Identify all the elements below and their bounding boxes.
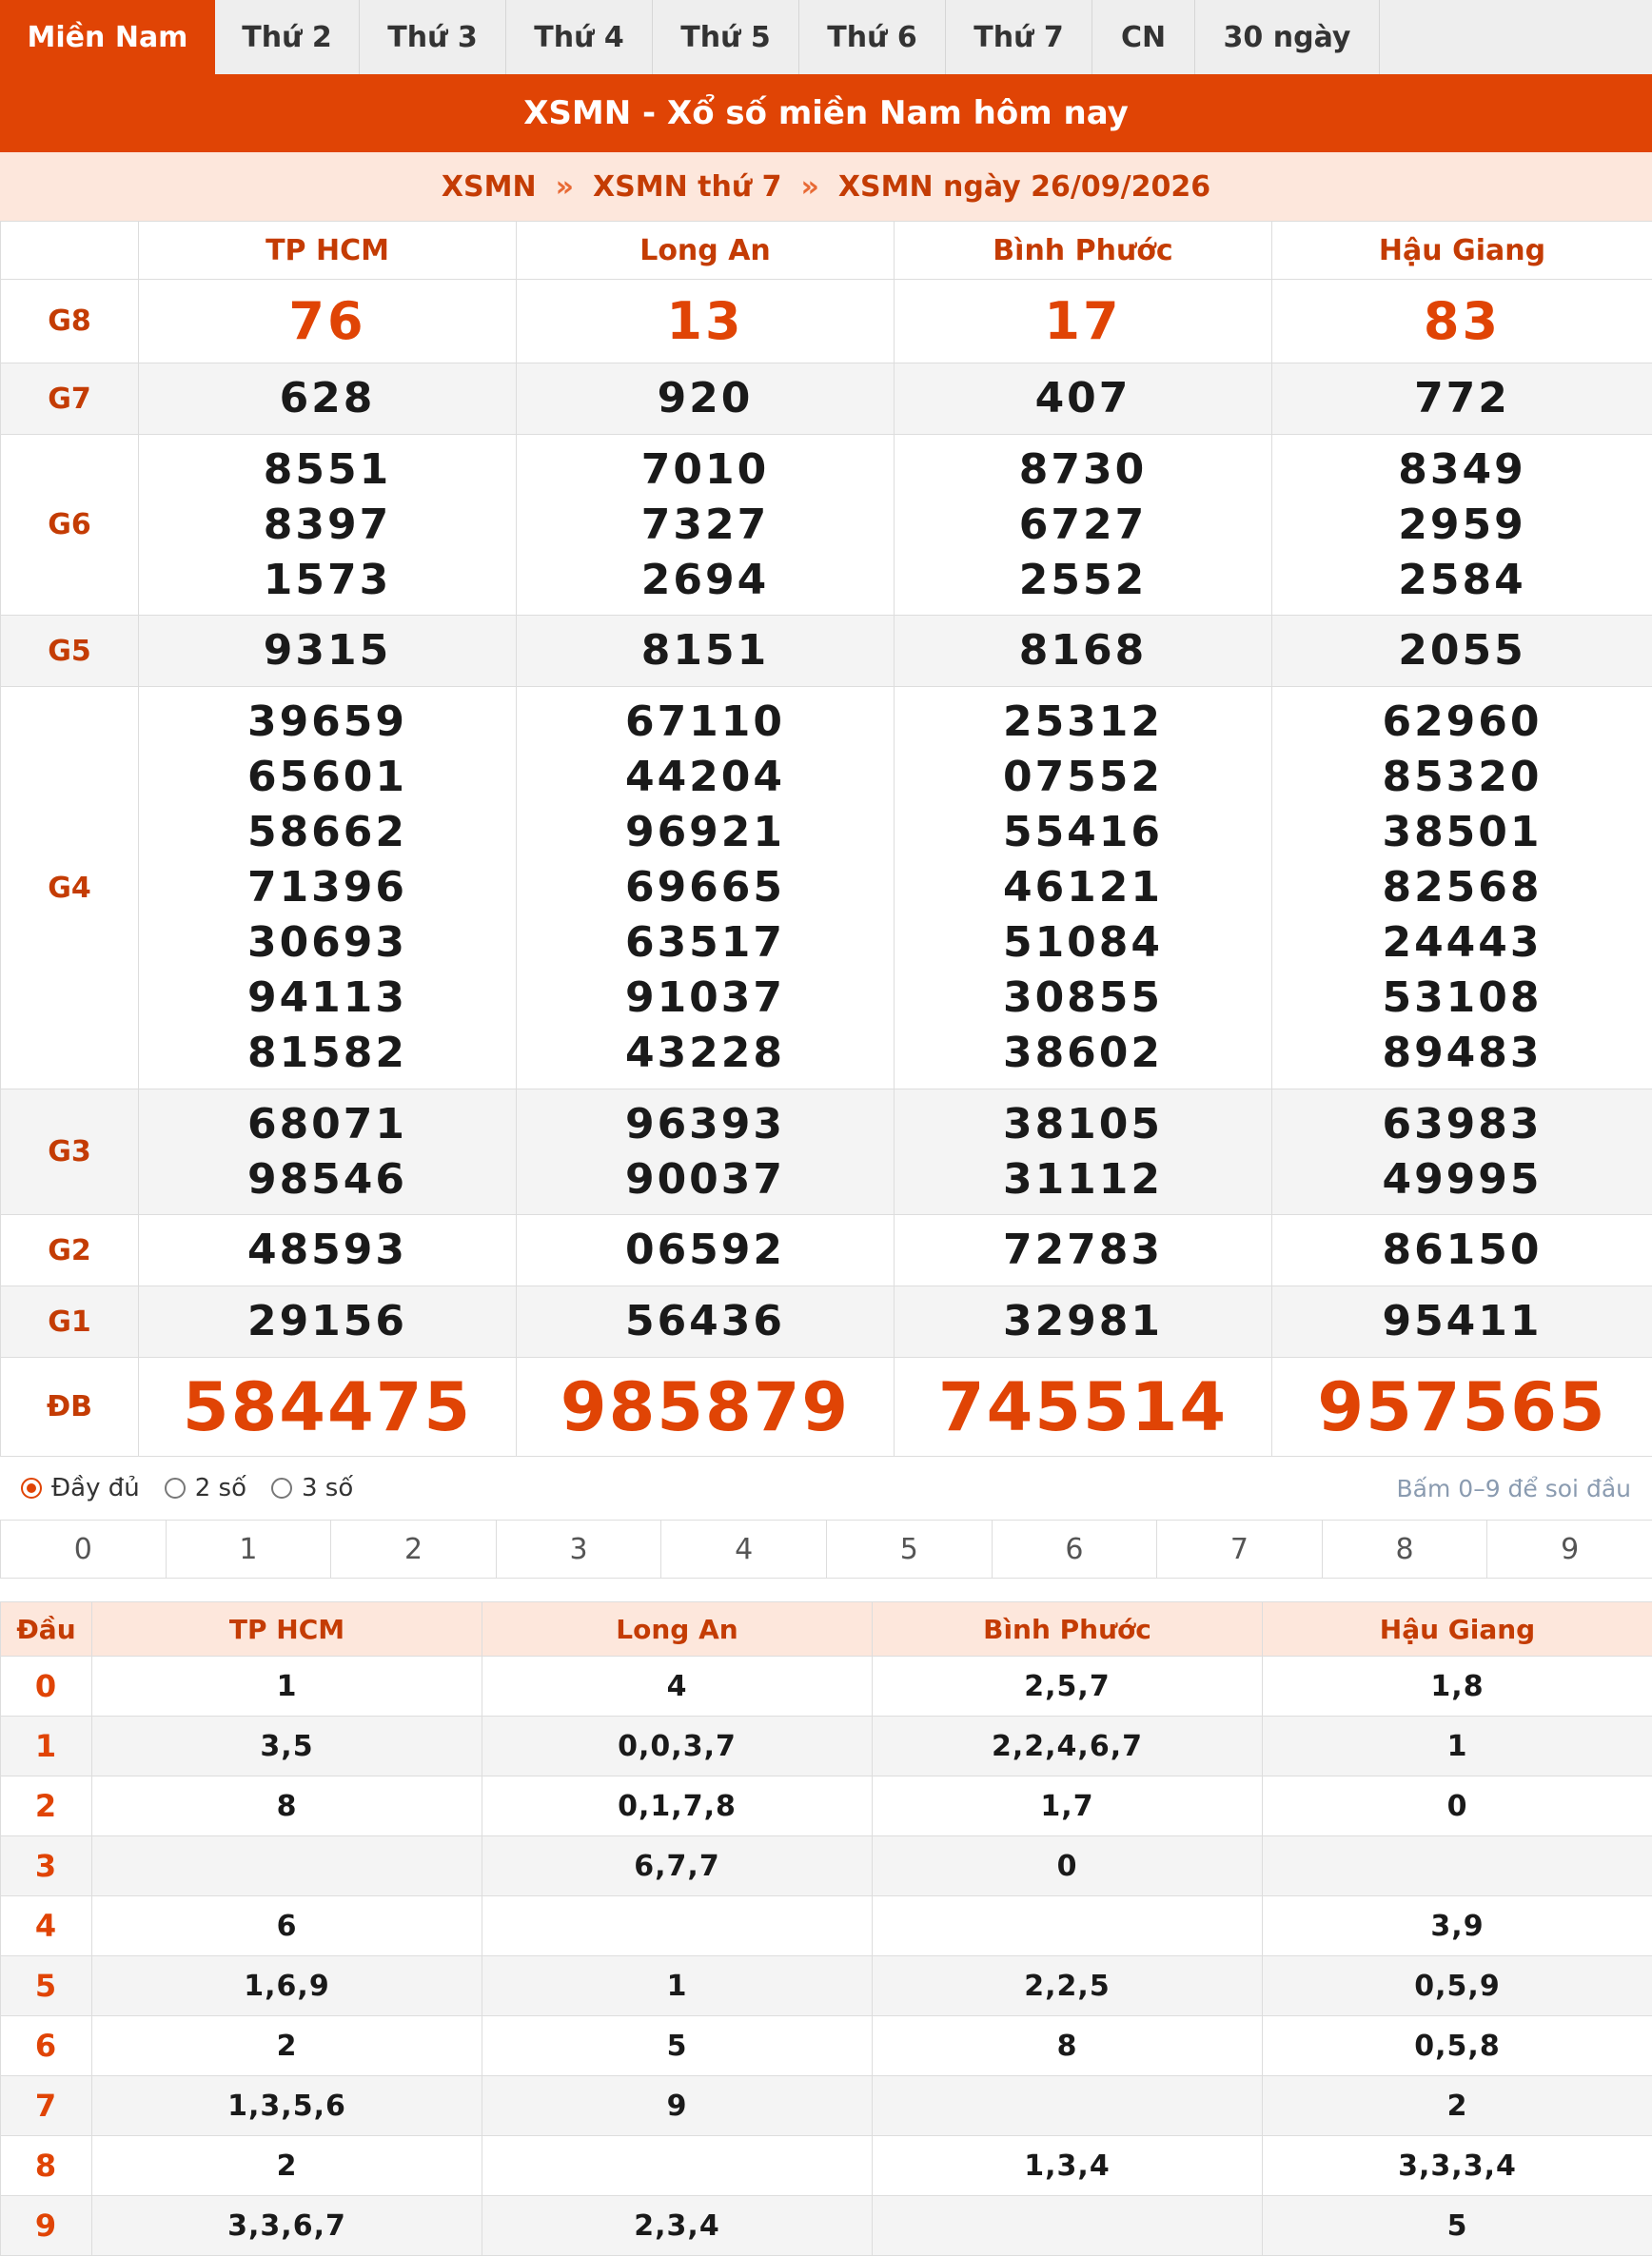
prize-number: 38501 [1382,808,1543,856]
prize-number: 9315 [263,626,392,675]
prize-cell [517,280,895,363]
digit-button-7[interactable]: 7 [1157,1521,1323,1578]
prize-row [1,616,1652,687]
dau-row [1,2196,1652,2256]
prize-cell [895,1089,1272,1215]
dau-values [873,2196,1263,2256]
breadcrumb-link[interactable]: XSMN thứ 7 [592,169,782,204]
prize-cell [139,616,517,687]
prize-label: G7 [1,363,139,435]
prize-number: 86150 [1382,1226,1543,1274]
option-1[interactable] [165,1474,246,1502]
dau-header-row [1,1602,1652,1657]
header-blank [1,222,139,280]
prize-row [1,687,1652,1089]
dau-row [1,1896,1652,1956]
dau-values: 4 [482,1657,873,1717]
dau-values: 1,3,5,6 [92,2076,482,2136]
prize-cell [1272,1215,1652,1286]
dau-values: 2,2,5 [873,1956,1263,2016]
prize-cell [517,435,895,616]
tab-6[interactable]: Thứ 7 [946,0,1092,74]
prize-cell [895,280,1272,363]
prize-number: 985879 [560,1367,851,1446]
prize-number: 8397 [263,500,392,549]
prize-cell [895,1215,1272,1286]
prize-number: 920 [657,374,754,422]
dau-digit: 2 [1,1776,92,1836]
dau-values: 2 [1263,2076,1652,2136]
prize-label: G4 [1,687,139,1089]
prize-cell [517,616,895,687]
prize-label: G8 [1,280,139,363]
prize-cell [1272,687,1652,1089]
prize-number: 82568 [1382,863,1543,912]
prize-number: 38105 [1002,1099,1164,1148]
option-label: 2 số [194,1474,246,1502]
prize-cell [1272,1286,1652,1358]
prize-cell [517,687,895,1089]
dau-values: 2,5,7 [873,1657,1263,1717]
prize-number: 91037 [624,973,786,1022]
dau-values: 1 [92,1657,482,1717]
prize-number: 584475 [182,1367,473,1446]
prize-row [1,363,1652,435]
dau-values [873,1896,1263,1956]
province-header[interactable]: TP HCM [139,222,517,280]
prize-number: 67110 [624,697,786,746]
results-table [0,221,1652,1457]
option-0[interactable] [21,1474,140,1502]
dau-values: 5 [482,2016,873,2076]
prize-number: 51084 [1002,918,1164,967]
prize-number: 24443 [1382,918,1543,967]
prize-number: 53108 [1382,973,1543,1022]
prize-number: 29156 [246,1297,408,1345]
prize-row [1,435,1652,616]
prize-label: G1 [1,1286,139,1358]
digit-button-0[interactable]: 0 [0,1521,167,1578]
prize-cell [139,1358,517,1457]
option-label: 3 số [301,1474,354,1502]
tab-3[interactable]: Thứ 4 [506,0,653,74]
dau-values: 0,0,3,7 [482,1717,873,1776]
digit-button-8[interactable]: 8 [1323,1521,1488,1578]
dau-digit: 9 [1,2196,92,2256]
tab-mien-nam[interactable]: Miền Nam [0,0,215,74]
digit-button-5[interactable]: 5 [827,1521,993,1578]
dau-digit: 4 [1,1896,92,1956]
digit-button-4[interactable]: 4 [661,1521,827,1578]
prize-number: 90037 [624,1154,786,1204]
dau-digit: 8 [1,2136,92,2196]
dau-values: 1,3,4 [873,2136,1263,2196]
dau-values: 0,5,9 [1263,1956,1652,2016]
prize-number: 07552 [1002,753,1164,801]
prize-number: 2694 [640,555,770,604]
prize-number: 957565 [1317,1367,1607,1446]
dau-digit: 1 [1,1717,92,1776]
prize-label: G6 [1,435,139,616]
dau-values: 0,5,8 [1263,2016,1652,2076]
option-label: Đầy đủ [51,1474,140,1502]
prize-number: 6727 [1018,500,1148,549]
prize-number: 76 [288,290,366,351]
dau-values: 2 [92,2136,482,2196]
prize-number: 1573 [263,555,392,604]
dau-values: 1,6,9 [92,1956,482,2016]
prize-cell [1272,1358,1652,1457]
dau-row [1,1836,1652,1896]
prize-cell [517,1286,895,1358]
dau-values: 5 [1263,2196,1652,2256]
prize-cell [139,1215,517,1286]
dau-values [482,2136,873,2196]
digit-button-6[interactable]: 6 [993,1521,1158,1578]
prize-number: 745514 [937,1367,1229,1446]
dau-row [1,2136,1652,2196]
dau-values: 6,7,7 [482,1836,873,1896]
prize-number: 83 [1423,290,1502,351]
prize-row [1,1358,1652,1457]
tab-1[interactable]: Thứ 2 [215,0,360,74]
breadcrumb-separator: » [800,169,819,204]
dau-values: 0,1,7,8 [482,1776,873,1836]
prize-number: 8168 [1018,626,1148,675]
prize-number: 71396 [246,863,408,912]
digit-filter [0,1520,1652,1579]
dau-values: 0 [873,1836,1263,1896]
region-tabs [0,0,1652,74]
prize-row [1,1286,1652,1358]
prize-number: 772 [1414,374,1510,422]
prize-cell [895,687,1272,1089]
prize-number: 2552 [1018,555,1148,604]
prize-cell [139,687,517,1089]
prize-number: 8551 [263,444,392,494]
radio-icon[interactable] [21,1478,42,1499]
dau-values: 2,2,4,6,7 [873,1717,1263,1776]
prize-number: 7010 [640,444,770,494]
prize-number: 17 [1044,290,1122,351]
prize-cell [1272,280,1652,363]
dau-values: 3,3,6,7 [92,2196,482,2256]
prize-number: 94113 [246,973,408,1022]
dau-values: 8 [92,1776,482,1836]
breadcrumb-separator: » [555,169,574,204]
digit-hint: Bấm 0–9 để soi đầu [1396,1474,1631,1502]
prize-number: 68071 [246,1099,408,1148]
dau-row [1,1717,1652,1776]
dau-values: 1 [482,1956,873,2016]
dau-values: 2 [92,2016,482,2076]
prize-cell [1272,616,1652,687]
prize-number: 13 [666,290,744,351]
dau-values: 6 [92,1896,482,1956]
prize-cell [1272,363,1652,435]
digit-button-9[interactable]: 9 [1561,1532,1580,1566]
prize-cell [139,435,517,616]
display-options [0,1457,1652,1520]
prize-cell [1272,1089,1652,1215]
option-2[interactable] [271,1474,353,1502]
digit-button-3[interactable]: 3 [497,1521,662,1578]
results-header-row [1,222,1652,280]
tab-4[interactable]: Thứ 5 [653,0,799,74]
prize-number: 95411 [1382,1297,1543,1345]
prize-number: 46121 [1002,863,1164,912]
prize-number: 56436 [624,1297,786,1345]
prize-cell [895,616,1272,687]
prize-number: 43228 [624,1029,786,1077]
prize-number: 85320 [1382,753,1543,801]
prize-cell [895,363,1272,435]
prize-number: 628 [279,374,376,422]
prize-number: 06592 [624,1226,786,1274]
breadcrumb [0,152,1652,221]
dau-values: 3,5 [92,1717,482,1776]
prize-number: 38602 [1002,1029,1164,1077]
dau-values: 3,3,3,4 [1263,2136,1652,2196]
prize-number: 2055 [1398,626,1526,675]
prize-number: 98546 [246,1154,408,1204]
dau-values: 9 [482,2076,873,2136]
prize-label: G5 [1,616,139,687]
prize-number: 7327 [640,500,770,549]
prize-number: 81582 [246,1029,408,1077]
dau-row [1,2076,1652,2136]
dau-values: 3,9 [1263,1896,1652,1956]
tab-2[interactable]: Thứ 3 [360,0,506,74]
prize-number: 62960 [1382,697,1543,746]
prize-row [1,1089,1652,1215]
prize-cell [139,363,517,435]
prize-number: 69665 [624,863,786,912]
prize-number: 63983 [1382,1099,1543,1148]
dau-header: Đầu [1,1602,92,1657]
prize-cell [895,1358,1272,1457]
prize-number: 63517 [624,918,786,967]
radio-icon[interactable] [165,1478,186,1499]
prize-cell [139,280,517,363]
prize-number: 30855 [1002,973,1164,1022]
dau-values: 1,7 [873,1776,1263,1836]
dau-values: 1 [1263,1717,1652,1776]
prize-number: 48593 [246,1226,408,1274]
prize-number: 8349 [1398,444,1526,494]
dau-values [482,1896,873,1956]
prize-number: 58662 [246,808,408,856]
province-header: Long An [482,1602,873,1657]
dau-row [1,1776,1652,1836]
prize-number: 31112 [1002,1154,1164,1204]
prize-number: 25312 [1002,697,1164,746]
dau-values: 0 [1263,1776,1652,1836]
prize-cell [139,1089,517,1215]
dau-row [1,2016,1652,2076]
prize-label: G3 [1,1089,139,1215]
prize-cell [895,1286,1272,1358]
dau-values [92,1836,482,1896]
prize-cell [1272,435,1652,616]
dau-values: 2,3,4 [482,2196,873,2256]
digit-button-2[interactable]: 2 [331,1521,497,1578]
province-header[interactable]: Bình Phước [895,222,1272,280]
prize-number: 2584 [1398,555,1526,604]
dau-values: 1,8 [1263,1657,1652,1717]
dau-values: 8 [873,2016,1263,2076]
prize-number: 55416 [1002,808,1164,856]
prize-cell [517,1089,895,1215]
prize-number: 8151 [640,626,770,675]
prize-row [1,1215,1652,1286]
tab-7[interactable]: CN [1092,0,1195,74]
radio-icon[interactable] [271,1478,292,1499]
province-header: Hậu Giang [1263,1602,1652,1657]
prize-number: 39659 [246,697,408,746]
prize-number: 96393 [624,1099,786,1148]
prize-cell [139,1286,517,1358]
dau-digit: 5 [1,1956,92,2016]
dau-digit: 3 [1,1836,92,1896]
prize-number: 44204 [624,753,786,801]
dau-values [1263,1836,1652,1896]
dau-row [1,1657,1652,1717]
prize-number: 65601 [246,753,408,801]
prize-cell [517,363,895,435]
tab-5[interactable]: Thứ 6 [799,0,946,74]
prize-cell [517,1358,895,1457]
dau-digit: 7 [1,2076,92,2136]
prize-number: 72783 [1002,1226,1164,1274]
prize-label: G2 [1,1215,139,1286]
breadcrumb-link[interactable]: XSMN [441,169,537,204]
province-header[interactable]: Long An [517,222,895,280]
tab-8[interactable]: 30 ngày [1195,0,1380,74]
prize-cell [895,435,1272,616]
prize-number: 2959 [1398,500,1526,549]
dau-row [1,1956,1652,2016]
prize-cell [517,1215,895,1286]
prize-number: 30693 [246,918,408,967]
prize-number: 49995 [1382,1154,1543,1204]
digit-button-1[interactable]: 1 [167,1521,332,1578]
prize-row [1,280,1652,363]
page-title: XSMN - Xổ số miền Nam hôm nay [0,74,1652,152]
province-header[interactable]: Hậu Giang [1272,222,1652,280]
dau-values [873,2076,1263,2136]
dau-digit: 6 [1,2016,92,2076]
province-header: Bình Phước [873,1602,1263,1657]
prize-number: 407 [1034,374,1131,422]
prize-number: 96921 [624,808,786,856]
dau-digit: 0 [1,1657,92,1717]
breadcrumb-link[interactable]: XSMN ngày 26/09/2026 [837,169,1211,204]
dau-table [0,1601,1652,2256]
prize-label: ĐB [1,1358,139,1457]
prize-number: 89483 [1382,1029,1543,1077]
prize-number: 32981 [1002,1297,1164,1345]
province-header: TP HCM [92,1602,482,1657]
prize-number: 8730 [1018,444,1148,494]
